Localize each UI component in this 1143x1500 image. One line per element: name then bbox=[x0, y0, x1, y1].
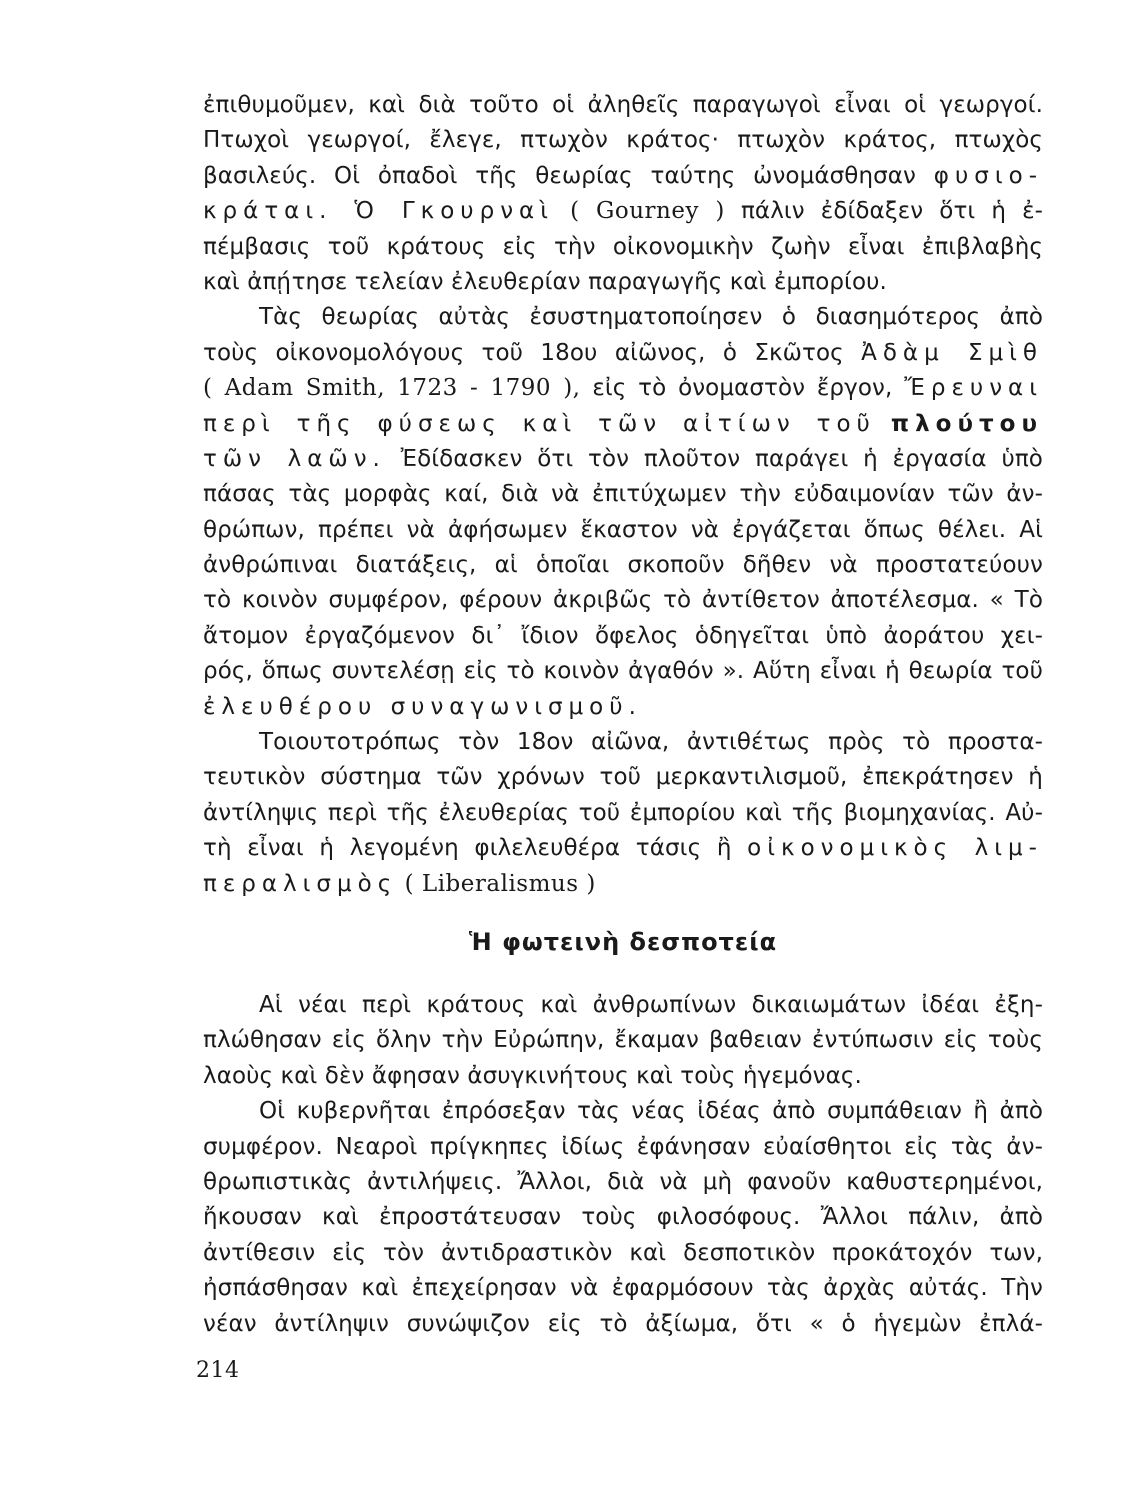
text-line: ἀνθρώπιναι διατάξεις, αἱ ὁποῖαι σκοποῦν δῆθεν νὰ προστατεύουν bbox=[203, 552, 1043, 579]
latin-name: ( Gourney ) bbox=[570, 198, 725, 225]
text-span: πάλιν ἐδίδαξεν ὅτι ἡ ἐ- bbox=[740, 198, 1044, 225]
text-line: ἀντίθεσιν εἰς τὸν ἀντιδραστικὸν καὶ δεσποτικὸν προκάτοχόν των, bbox=[203, 1239, 1043, 1266]
text-line: Αἱ νέαι περὶ κράτους καὶ ἀνθρωπίνων δικαιωμάτων ἰδέαι ἐξη- bbox=[259, 992, 1043, 1018]
text-line bbox=[203, 407, 1043, 442]
text-span: τὴ εἶναι ἡ λεγομένη φιλελευθέρα τάσις ἢ bbox=[203, 835, 732, 862]
text-line bbox=[203, 371, 1043, 406]
text-line bbox=[203, 159, 1043, 194]
text-line: Τὰς θεωρίας αὐτὰς ἐσυστηματοποίησεν ὁ διασημότερος ἀπὸ bbox=[259, 304, 1043, 331]
text-line: καὶ ἀπῄτησε τελείαν ἐλευθερίαν παραγωγῆς καὶ ἐμπορίου. bbox=[203, 268, 887, 295]
text-span: εἰς τὸ ὀνομαστὸν ἔργον, bbox=[592, 375, 893, 402]
text-line: Πτωχοὶ γεωργοί, ἔλεγε, πτωχὸν κράτος· πτωχὸν κράτος, πτωχὸς bbox=[203, 127, 1043, 154]
text-line: θρώπων, πρέπει νὰ ἀφήσωμεν ἕκαστον νὰ ἐργάζεται ὅπως θέλει. Αἱ bbox=[203, 516, 1043, 543]
text-line: ρός, ὅπως συντελέσῃ εἰς τὸ κοινὸν ἀγαθόν ». Αὕτη εἶναι ἡ θεωρία τοῦ bbox=[203, 658, 1043, 685]
text-line: ἤκουσαν καὶ ἐπροστάτευσαν τοὺς φιλοσόφους. Ἄλλοι πάλιν, ἀπὸ bbox=[203, 1204, 1043, 1231]
emphasized-term: περαλισμὸς bbox=[203, 870, 398, 897]
section2-text bbox=[203, 988, 1043, 1342]
text-span: βασιλεύς. Οἱ ὀπαδοὶ τῆς θεωρίας ταύτης ὠνομάσθησαν bbox=[203, 162, 917, 189]
emphasized-term: τῶν λαῶν. bbox=[203, 445, 386, 472]
text-line: τευτικὸν σύστημα τῶν χρόνων τοῦ μερκαντιλισμοῦ, ἐπεκράτησεν ἡ bbox=[203, 764, 1043, 791]
text-line: πλώθησαν εἰς ὅλην τὴν Εὐρώπην, ἔκαμαν βαθειαν ἐντύπωσιν εἰς τοὺς bbox=[203, 1027, 1043, 1054]
text-line: Τοιουτοτρόπως τὸν 18ον αἰῶνα, ἀντιθέτως πρὸς τὸ προστα- bbox=[259, 729, 1043, 756]
text-line: ἐλευθέρου συναγωνισμοῦ. bbox=[203, 693, 642, 720]
text-line: συμφέρον. Νεαροὶ πρίγκηπες ἰδίως ἐφάνησαν εὐαίσθητοι εἰς τὰς ἀν- bbox=[203, 1133, 1043, 1160]
emphasized-term: Ἀδὰμ Σμὶθ bbox=[861, 339, 1043, 366]
latin-name: ( Liberalismus ) bbox=[404, 870, 596, 897]
emphasized-term: Ἔρευναι bbox=[904, 375, 1043, 402]
text-line bbox=[203, 336, 1043, 371]
emphasized-term: κράται. Ὁ Γκουρναὶ bbox=[203, 198, 554, 225]
text-line: ἄτομον ἐργαζόμενον δι᾽ ἴδιον ὄφελος ὁδηγεῖται ὑπὸ ἀοράτου χει- bbox=[203, 622, 1043, 649]
text-line: πέμβασις τοῦ κράτους εἰς τὴν οἰκονομικὴν ζωὴν εἶναι ἐπιβλαβὴς bbox=[203, 233, 1043, 260]
latin-name: ( Adam Smith, 1723 - 1790 ), bbox=[203, 375, 581, 402]
text-line: τὸ κοινὸν συμφέρον, φέρουν ἀκριβῶς τὸ ἀντίθετον ἀποτέλεσμα. « Τὸ bbox=[203, 587, 1043, 614]
emphasized-term: πλούτου bbox=[890, 410, 1043, 437]
text-span: Ἐδίδασκεν ὅτι τὸν πλοῦτον παράγει ἡ ἐργασία ὑπὸ bbox=[400, 445, 1043, 472]
emphasized-term: οἰκονομικὸς λιμ- bbox=[747, 835, 1043, 862]
text-line: θρωπιστικὰς ἀντιλήψεις. Ἄλλοι, διὰ νὰ μὴ φανοῦν καθυστερημένοι, bbox=[203, 1168, 1043, 1195]
text-line: ἠσπάσθησαν καὶ ἐπεχείρησαν νὰ ἐφαρμόσουν τὰς ἀρχὰς αὐτάς. Τὴν bbox=[203, 1275, 1043, 1302]
text-span: τοὺς οἰκονομολόγους τοῦ 18ου αἰῶνος, ὁ Σκῶτος bbox=[203, 339, 844, 366]
text-line: νέαν ἀντίληψιν συνώψιζον εἰς τὸ ἀξίωμα, ὅτι « ὁ ἡγεμὼν ἐπλά- bbox=[203, 1310, 1043, 1337]
text-line bbox=[203, 442, 1043, 477]
page-number: 214 bbox=[196, 1358, 240, 1383]
emphasized-term: περὶ τῆς φύσεως καὶ τῶν αἰτίων τοῦ bbox=[203, 410, 876, 437]
text-line bbox=[203, 831, 1043, 866]
text-line: Οἱ κυβερνῆται ἐπρόσεξαν τὰς νέας ἰδέας ἀπὸ συμπάθειαν ἢ ἀπὸ bbox=[259, 1098, 1043, 1125]
text-line bbox=[203, 194, 1043, 229]
text-line bbox=[203, 867, 1043, 902]
text-line: λαοὺς καὶ δὲν ἄφησαν ἀσυγκινήτους καὶ τοὺς ἡγεμόνας. bbox=[203, 1062, 862, 1089]
emphasized-term: φυσιο- bbox=[933, 162, 1044, 189]
text-line: ἐπιθυμοῦμεν, καὶ διὰ τοῦτο οἱ ἀληθεῖς παραγωγοὶ εἶναι οἱ γεωργοί. bbox=[203, 92, 1043, 118]
section1-text bbox=[203, 88, 1043, 902]
text-line: ἀντίληψις περὶ τῆς ἐλευθερίας τοῦ ἐμπορίου καὶ τῆς βιομηχανίας. Αὐ- bbox=[203, 799, 1043, 826]
section-heading: Ἡ φωτεινὴ δεσποτεία bbox=[468, 928, 778, 956]
text-line: πάσας τὰς μορφὰς καί, διὰ νὰ ἐπιτύχωμεν τὴν εὐδαιμονίαν τῶν ἀν- bbox=[203, 481, 1043, 508]
